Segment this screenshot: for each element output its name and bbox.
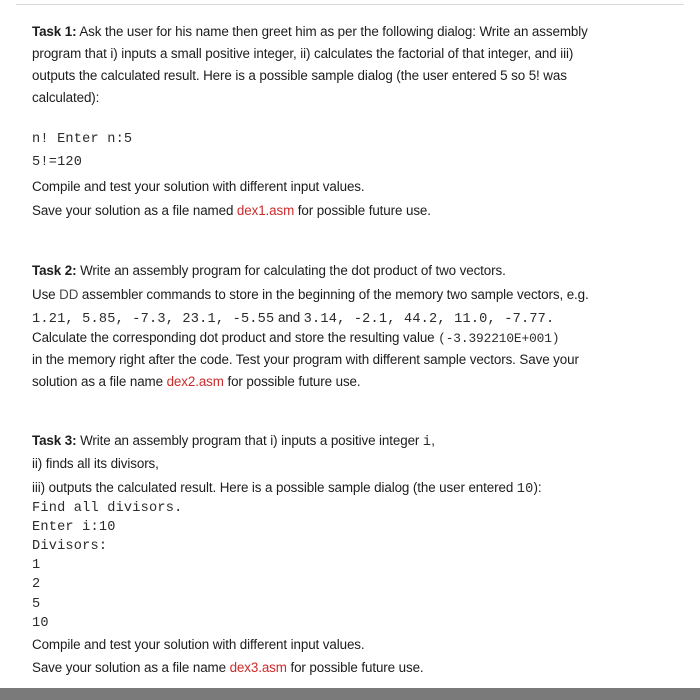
task1-dialog-1: n! Enter n:5 [32, 132, 133, 147]
task2-result: (-3.392210E+001) [438, 331, 560, 346]
task3-divisor-2: 2 [32, 577, 41, 592]
task3-var: i [422, 435, 432, 450]
task3-divisor-4: 10 [32, 616, 49, 631]
task3-line3-pre: iii) outputs the calculated result. Here is a possible sample dialog (the user entered [32, 480, 517, 495]
task1-save-pre: Save your solution as a file named [32, 203, 237, 218]
task1-line-4: calculated): [32, 90, 100, 105]
task2-line6-pre: solution as a file name [32, 374, 167, 389]
task1-line-2: program that i) inputs a small positive integer, ii) calculates the factorial of that integer, and iii) [32, 46, 574, 61]
task3-divisor-1: 1 [32, 558, 41, 573]
task3-line-2: ii) finds all its divisors, [32, 456, 159, 471]
task1-save [32, 201, 431, 220]
task2-line-5: in the memory right after the code. Test your program with different sample vectors. Save your [32, 352, 579, 367]
task2-vector-b: 3.14, -2.1, 44.2, 11.0, -7.77. [303, 312, 555, 327]
task2-line2-post: assembler commands to store in the beginning of the memory two sample vectors, e.g. [78, 287, 589, 302]
task2-line6-post: for possible future use. [223, 374, 361, 389]
task2-line-2 [32, 285, 589, 304]
task2-line-1 [32, 261, 506, 280]
task2-line2-pre: Use [32, 287, 60, 302]
task3-save [32, 658, 424, 677]
task3-save-post: for possible future use. [286, 660, 424, 675]
page-bottom-edge [0, 688, 700, 700]
task3-compile: Compile and test your solution with different input values. [32, 637, 365, 652]
task1-label: Task 1: [32, 24, 77, 39]
task2-vectors-and: and [274, 310, 304, 325]
task2-filename: dex2.asm [166, 374, 224, 389]
task3-save-pre: Save your solution as a file name [32, 660, 230, 675]
task3-label: Task 3: [32, 433, 77, 448]
task2-line-6 [32, 372, 361, 391]
task2-label: Task 2: [32, 263, 77, 278]
task1-line-3: outputs the calculated result. Here is a possible sample dialog (the user entered 5 so 5! was [32, 68, 567, 83]
task3-line-3 [32, 478, 542, 499]
task1-filename: dex1.asm [236, 203, 295, 218]
task2-line4-pre: Calculate the corresponding dot product and store the resulting value [32, 330, 439, 345]
task3-filename: dex3.asm [229, 660, 287, 675]
task3-dialog-3: Divisors: [32, 539, 108, 554]
task2-vector-a: 1.21, 5.85, -7.3, 23.1, -5.55 [32, 312, 275, 327]
task3-dialog-1: Find all divisors. [32, 501, 183, 516]
task3-dialog-2: Enter i:10 [32, 520, 116, 535]
task1-compile: Compile and test your solution with different input values. [32, 179, 365, 194]
task1-line-1 [32, 22, 588, 41]
page-top-edge [16, 4, 684, 5]
task3-line3-post: ): [533, 480, 542, 495]
task1-save-post: for possible future use. [294, 203, 431, 218]
task3-line-1 [32, 431, 435, 452]
task1-text-1: Ask the user for his name then greet him as per the following dialog: Write an assembly [76, 24, 588, 39]
task3-text-1: Write an assembly program that i) inputs a positive integer [76, 433, 423, 448]
task3-entered: 10 [516, 482, 534, 497]
task3-line1-post: , [431, 433, 435, 448]
task2-vectors [32, 308, 554, 329]
task1-dialog-2: 5!=120 [32, 155, 83, 170]
task3-divisor-3: 5 [32, 597, 41, 612]
task2-dd-keyword: DD [59, 287, 79, 302]
task2-line-4 [32, 328, 559, 348]
task2-text-1: Write an assembly program for calculating the dot product of two vectors. [76, 263, 506, 278]
